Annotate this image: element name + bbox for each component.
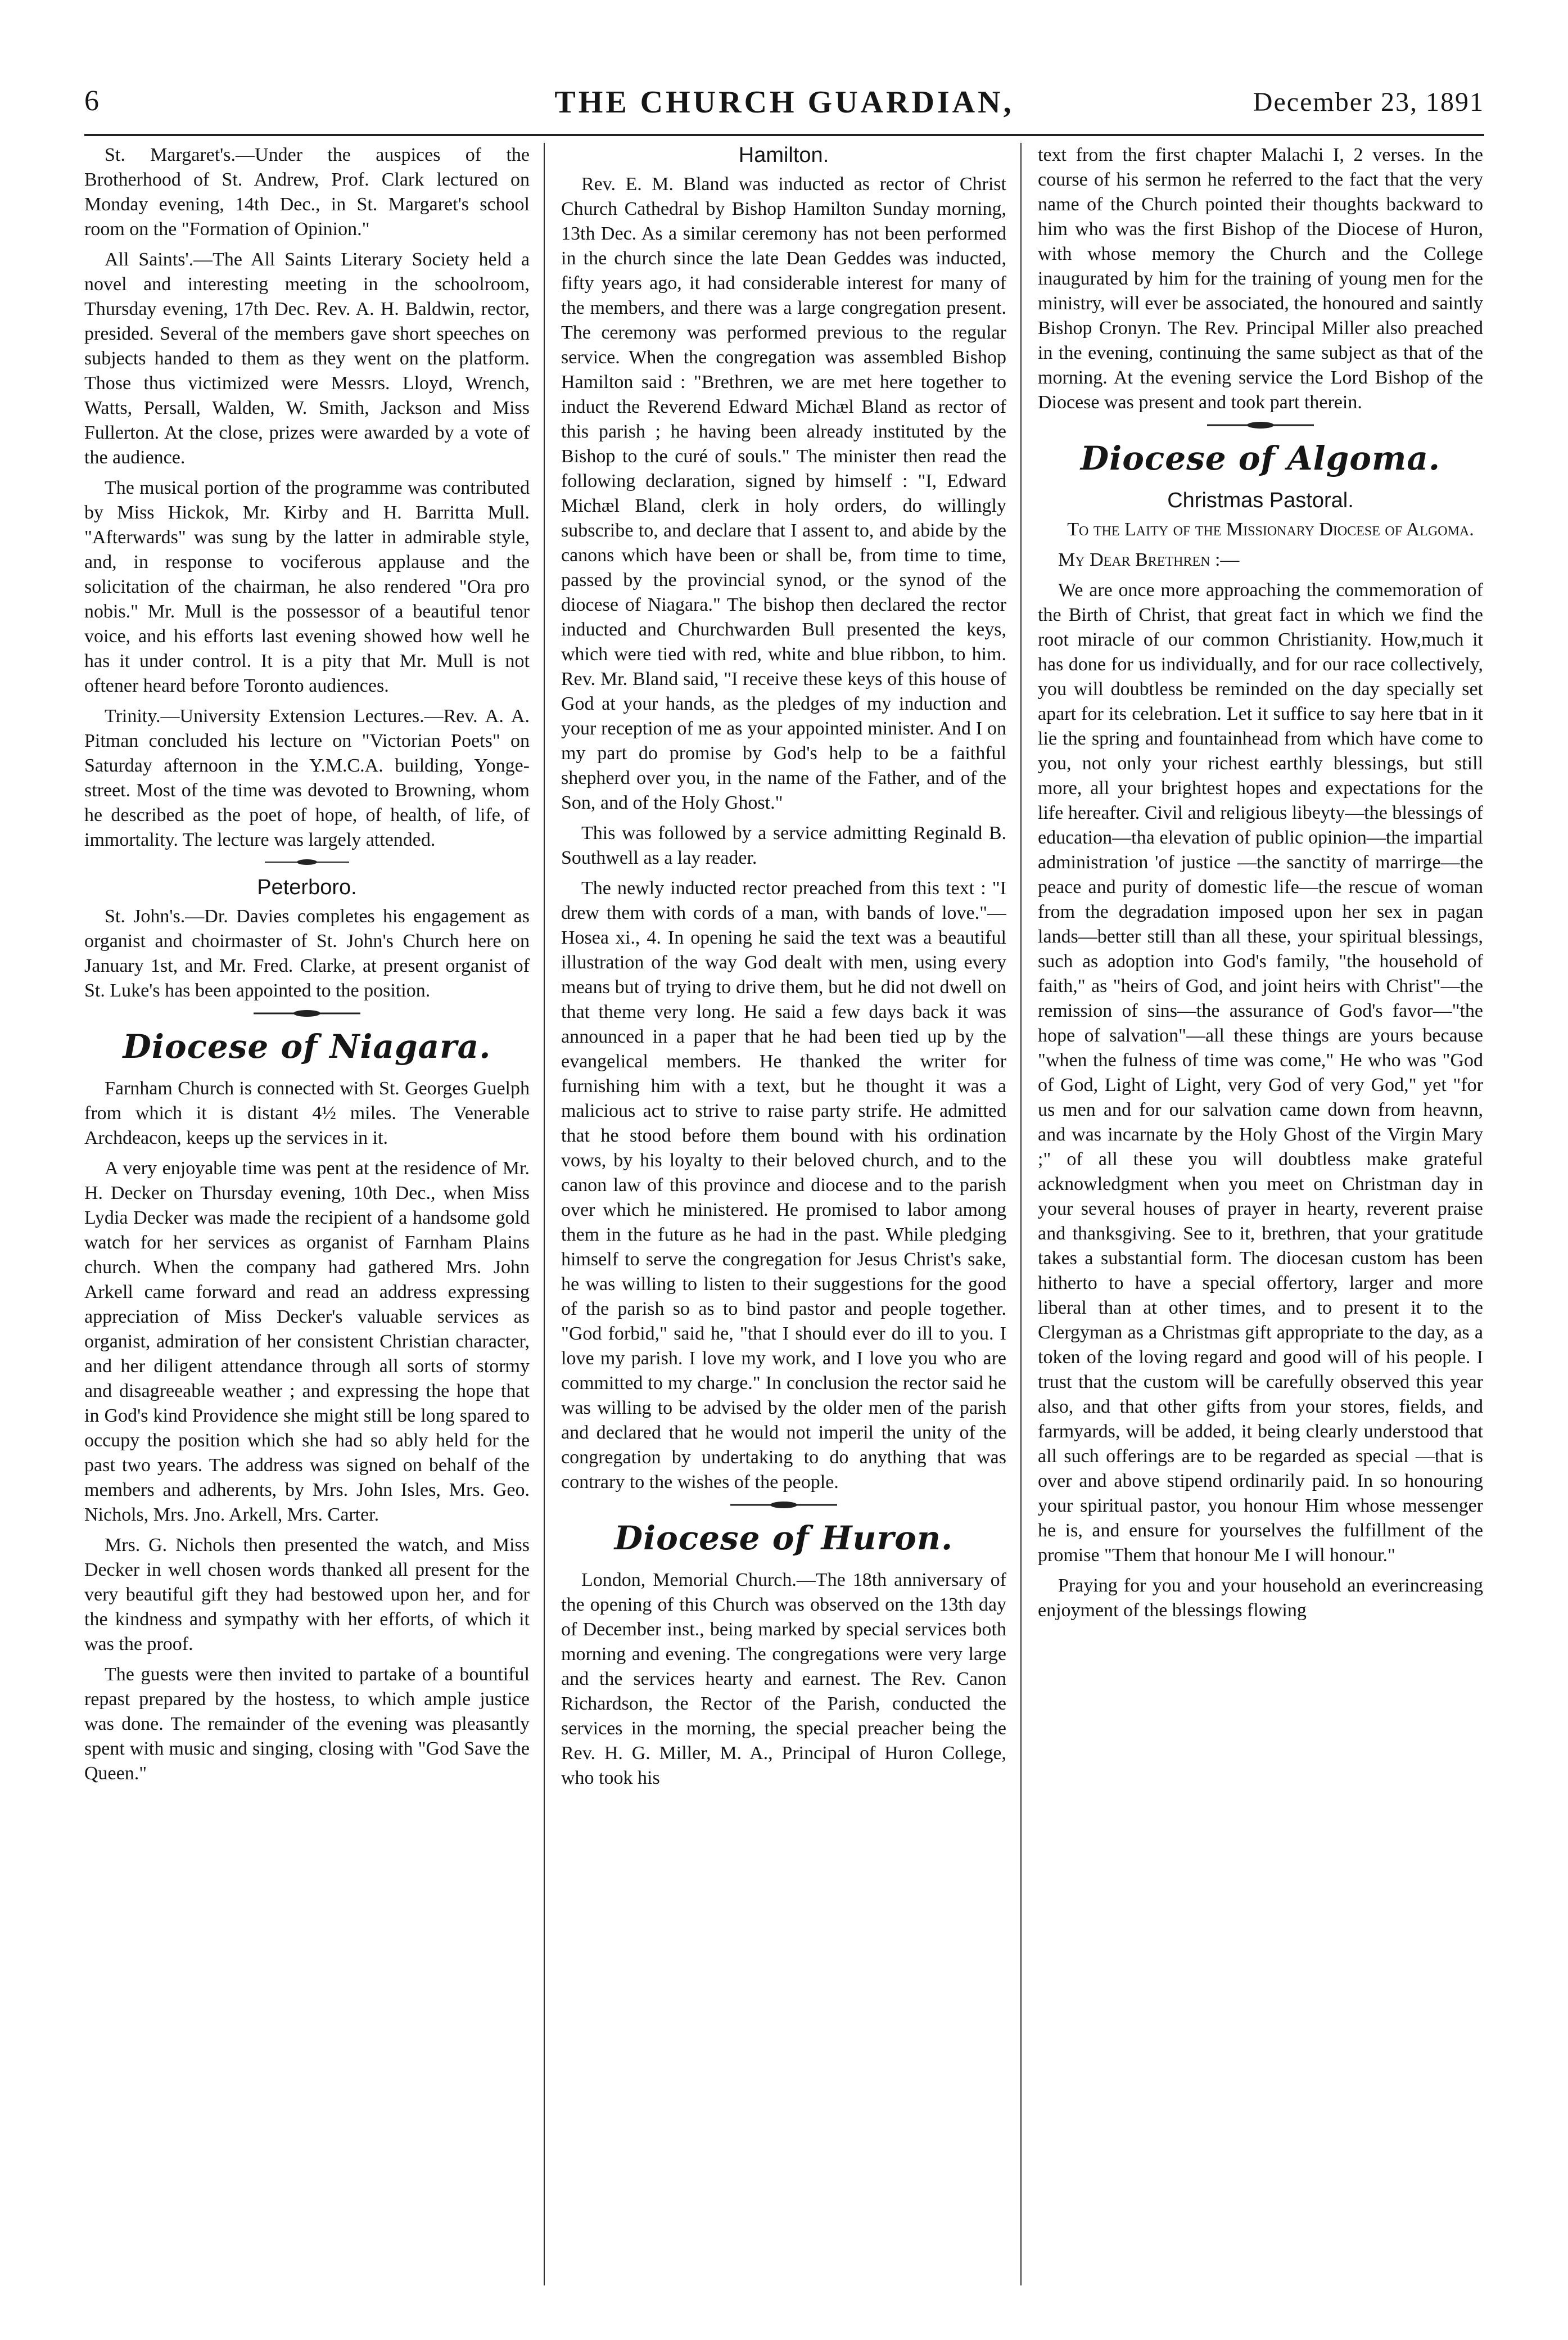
paragraph-st-margarets: St. Margaret's.—Under the auspices of the Brotherhood of St. Andrew, Prof. Clark lectured on Monday evening, 14th Dec., in St. Margaret's school room on the "Formation of Opinion." — [84, 145, 530, 240]
divider-ornament — [265, 858, 349, 866]
newspaper-page — [79, 84, 1490, 2294]
divider-ornament — [730, 1500, 837, 1509]
paragraph-rector-sermon: The newly inducted rector preached from this text : "I drew them with cords of a man, with bands of love."—Hosea xi., 4. In opening he said the text was a beautiful illustration of the way God dealt with men, using every means but of trying to drive them, but he did not dwell on that theme very long. He said a few days back it was announced in a paper that he had been tied up by the evangelical members. He thanked the writer for furnishing him with a text, but he thought it was a malicious act to strive to raise party strife. He admitted that he stood before them bound with his ordination vows, by his loyalty to their beloved church, and to the canon law of this province and diocese and to the parish over which he ministered. He promised to labor among them in the future as he had in the past. While pledging himself to serve the congregation for Jesus Christ's sake, he was willing to listen to their suggestions for the good of the parish so as to bind pastor and people together. "God forbid," said he, "that I should ever do ill to you. I love my parish. I love my work, and I love you who are committed to my charge." In conclusion the rector said he was willing to be advised by the older men of the parish and declared that he would not imperil the unity of the congregation by undertaking to do anything that was contrary to the wishes of the people. — [561, 878, 1006, 1493]
column-2 — [561, 143, 1006, 2291]
paragraph-musical-portion: The musical portion of the programme was contributed by Miss Hickok, Mr. Kirby and H. Barritta Mull. "Afterwards" was sung by the latter in admirable style, and, in response to vociferous applause and the solicitation of the chairman, he also rendered "Ora pro nobis." Mr. Mull is the possessor of a beautiful tenor voice, and his efforts last evening showed how well he has it under control. It is a pity that Mr. Mull is not oftener heard before Toronto audiences. — [84, 477, 530, 696]
column-1 — [84, 143, 530, 2291]
masthead-title: THE CHURCH GUARDIAN, — [554, 85, 1014, 120]
paragraph-lay-reader: This was followed by a service admitting Reginald B. Southwell as a lay reader. — [561, 823, 1006, 868]
pastoral-salutation: My Dear Brethren :— — [1058, 549, 1240, 570]
divider-ornament — [254, 1009, 360, 1018]
paragraph-farnham-church: Farnham Church is connected with St. Georges Guelph from which it is distant 4½ miles. The Venerable Archdeacon, keeps up the services in it. — [84, 1078, 530, 1148]
paragraph-all-saints: All Saints'.—The All Saints Literary Society held a novel and interesting meeting in the schoolroom, Thursday evening, 17th Dec. Rev. A. H. Baldwin, rector, presided. Several of the members gave short speeches on subjects handed to them as they went on the platform. Those thus victimized were Messrs. Lloyd, Wrench, Watts, Persall, Walden, W. Smith, Jackson and Miss Fullerton. At the close, prizes were awarded by a vote of the audience. — [84, 249, 530, 468]
header-rule — [84, 134, 1484, 136]
paragraph-bland-induction: Rev. E. M. Bland was inducted as rector of Christ Church Cathedral by Bishop Hamilton Sunday morning, 13th Dec. As a similar ceremony has not been performed in the church since the late Dean Geddes was inducted, fifty years ago, it had considerable interest for many of the members, and there was a large congregation present. The ceremony was performed previous to the regular service. When the congregation was assembled Bishop Hamilton said : "Brethren, we are met here together to induct the Reverend Edward Michæl Bland as rector of this parish ; he having been already instituted by the Bishop to the curé of souls." The minister then read the following declaration, signed by himself : "I, Edward Michæl Bland, clerk in holy orders, do willingly subscribe to, and declare that I assent to, and abide by the canons which have been or shall be, from time to time, passed by the provincial synod, or the synod of the diocese of Niagara." The bishop then declared the rector inducted and Churchwarden Bull presented the keys, which were tied with red, white and blue ribbon, to him. Rev. Mr. Bland said, "I receive these keys of this house of God at your hands, as the pledges of my induction and your reception of me as your appointed minister. And I on my part do promise by God's help to be a faithful shepherd over you, in the name of the Father, and of the Son, and of the Holy Ghost." — [561, 174, 1006, 813]
paragraph-memorial-church: London, Memorial Church.—The 18th anniversary of the opening of this Church was observed on the 13th day of December inst., being marked by special services both morning and evening. The congregations were very large and the services hearty and earnest. The Rev. Canon Richardson, the Rector of the Parish, conducted the services in the morning, the special preacher being the Rev. H. G. Miller, M. A., Principal of Huron College, who took his — [561, 1570, 1006, 1788]
section-heading-peterboro: Peterboro. — [257, 876, 357, 899]
paragraph-watch-presentation: Mrs. G. Nichols then presented the watch, and Miss Decker in well chosen words thanked all present for the very beautiful gift they had bestowed upon her, and for the kindness and sympathy with her efforts, of which it was the proof. — [84, 1535, 530, 1654]
diocese-heading-niagara: Diocese of Niagara. — [123, 1027, 491, 1066]
section-heading-hamilton: Hamilton. — [738, 143, 829, 167]
issue-date: December 23, 1891 — [1253, 87, 1484, 117]
divider-ornament — [1207, 421, 1314, 430]
column-divider — [1020, 143, 1022, 2285]
paragraph-pastoral-closing: Praying for you and your household an everincreasing enjoyment of the blessings flowing — [1038, 1575, 1483, 1621]
paragraph-trinity: Trinity.—University Extension Lectures.—Rev. A. A. Pitman concluded his lecture on "Victorian Poets" on Saturday afternoon in the Y.M.C.A. building, Yonge-street. Most of the time was devoted to Browning, whom he described as the poet of hope, of health, of life, of immortality. The lecture was largely attended. — [84, 706, 530, 850]
section-heading-christmas-pastoral: Christmas Pastoral. — [1167, 489, 1354, 512]
paragraph-decker-residence: A very enjoyable time was pent at the residence of Mr. H. Decker on Thursday evening, 10th Dec., when Miss Lydia Decker was made the recipient of a handsome gold watch for her services as organist of Farnham Plains church. When the company had gathered Mrs. John Arkell came forward and read an address expressing appreciation of Miss Decker's valuable services as organist, admiration of her consistent Christian character, and her diligent attendance through all sorts of stormy and disagreeable weather ; and expressing the hope that in God's kind Providence she might still be long spared to occupy the position which she had so ably held for the past two years. The address was signed on behalf of the members and adherents, by Mrs. John Isles, Mrs. Geo. Nichols, Mrs. Jno. Arkell, Mrs. Carter. — [84, 1158, 530, 1525]
paragraph-guests-repast: The guests were then invited to partake of a bountiful repast prepared by the hostess, to which ample justice was done. The remainder of the evening was pleasantly spent with music and singing, closing with "God Save the Queen." — [84, 1664, 530, 1784]
page-number: 6 — [84, 85, 100, 117]
paragraph-st-johns: St. John's.—Dr. Davies completes his engagement as organist and choirmaster of St. John's Church here on January 1st, and Mr. Fred. Clarke, at present organist of St. Luke's has been appointed to the position. — [84, 906, 530, 1001]
diocese-heading-huron: Diocese of Huron. — [614, 1519, 954, 1557]
column-3 — [1038, 143, 1483, 2291]
page-header — [79, 84, 1490, 129]
column-divider — [544, 143, 545, 2285]
paragraph-huron-continued: text from the first chapter Malachi I, 2 verses. In the course of his sermon he referred to the fact that the very name of the Church pointed their thoughts backward to him who was the first Bishop of the Diocese of Huron, with whose memory the Church and the College inaugurated by him for the training of young men for the ministry, will ever be associated, the honoured and saintly Bishop Cronyn. The Rev. Principal Miller also preached in the evening, continuing the same subject as that of the morning. At the evening service the Lord Bishop of the Diocese was present and took part therein. — [1038, 145, 1483, 413]
paragraph-pastoral-body: We are once more approaching the commemoration of the Birth of Christ, that great fact in which we find the root miracle of our common Christianity. How,much it has done for us individually, and for our race collectively, you will doubtless be reminded on the day specially set apart for its celebration. Let it suffice to say here tbat in it lie the spring and fountainhead from which have come to you, not only your richest earthly blessings, but still more, all your brightest hopes and expectations for the life hereafter. Civil and religious libeyty—the blessings of education—tha elevation of public opinion—the impartial administration 'of justice —the sanctity of marrirge—the peace and purity of domestic life—the rescue of woman from the degradation imposed upon her sex in pagan lands—better still than all these, your spiritual blessings, such as adoption into God's family, "the household of faith," as "heirs of God, and joint heirs with Christ"—the remission of sins—the assurance of God's favor—"the hope of salvation"—all these things are yours because "when the fulness of time was come," He who was "God of God, Light of Light, very God of very God," yet "for us men and for our salvation came down from heavnn, and was incarnate by the Holy Ghost of the Virgin Mary ;" of all these you will doubtless make grateful acknowledgment when you meet on Christman day in your several houses of prayer in hearty, reverent praise and thanksgiving. See to it, brethren, that your gratitude takes a substantial form. The diocesan custom has been hitherto to have a special offertory, larger and more liberal than at other times, and to present it to the Clergyman as a Christmas gift appropriate to the day, as a token of the loving regard and good will of his people. I trust that the custom will be carefully observed this year also, and that other gifts from your stores, fields, and farmyards, will be added, it being clearly understood that all such offerings are to be regarded as special —that is over and above stipend ordinarily paid. In so honouring your spiritual pastor, you honour Him whose messenger he is, and ensure for yourselves the fulfillment of the promise "Them that honour Me I will honour." — [1038, 580, 1483, 1566]
pastoral-address-line: To the Laity of the Missionary Diocese of Algoma. — [1067, 519, 1474, 540]
diocese-heading-algoma: Diocese of Algoma. — [1080, 439, 1441, 477]
